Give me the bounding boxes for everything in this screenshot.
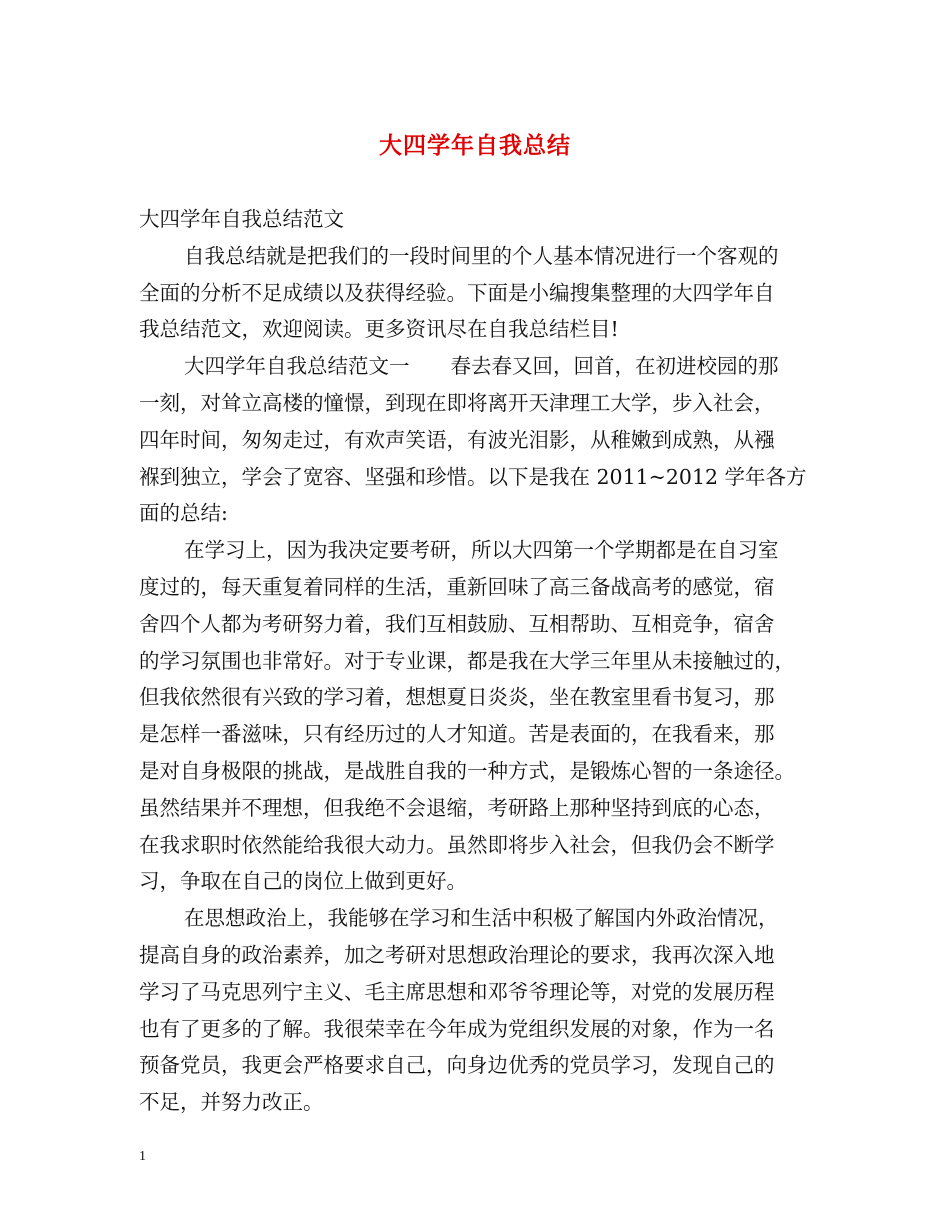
text-line: 不足，并努力改正。 [139,1090,324,1115]
text-line: 自我总结就是把我们的一段时间里的个人基本情况进行一个客观的 [184,243,779,268]
text-line: 学习了马克思列宁主义、毛主席思想和邓爷爷理论等，对党的发展历程 [139,979,775,1004]
text-line: 全面的分析不足成绩以及获得经验。下面是小编搜集整理的大四学年自 [139,280,775,305]
document-body [139,201,829,1121]
text-line: 也有了更多的了解。我很荣幸在今年成为党组织发展的对象，作为一名 [139,1016,775,1041]
text-line: 我总结范文，欢迎阅读。更多资讯尽在自我总结栏目! [139,317,619,342]
text-line: 习，争取在自己的岗位上做到更好。 [139,869,467,894]
text-line: 在学习上，因为我决定要考研，所以大四第一个学期都是在自习室 [184,538,779,563]
text-line: 是对自身极限的挑战，是战胜自我的一种方式，是锻炼心智的一条途径。 [139,758,795,783]
text-line: 但我依然很有兴致的学习着，想想夏日炎炎，坐在教室里看书复习，那 [139,685,775,710]
document-title: 大四学年自我总结 [379,132,571,159]
text-line: 预备党员，我更会严格要求自己，向身边优秀的党员学习，发现自己的 [139,1053,775,1078]
text-line: 是怎样一番滋味，只有经历过的人才知道。苦是表面的，在我看来，那 [139,722,775,747]
text-line: 一刻，对耸立高楼的憧憬，到现在即将离开天津理工大学，步入社会， [139,390,775,415]
page-number: 1 [139,1149,146,1164]
text-line: 面的总结: [139,501,228,526]
text-line: 在我求职时依然能给我很大动力。虽然即将步入社会，但我仍会不断学 [139,832,775,857]
text-line: 虽然结果并不理想，但我绝不会退缩，考研路上那种坚持到底的心态， [139,795,775,820]
text-line: 提高自身的政治素养，加之考研对思想政治理论的要求，我再次深入地 [139,942,775,967]
text-line: 四年时间，匆匆走过，有欢声笑语，有波光泪影，从稚嫩到成熟，从襁 [139,427,775,452]
subtitle-line: 大四学年自我总结范文 [139,207,344,231]
text-line: 在思想政治上，我能够在学习和生活中积极了解国内外政治情况， [184,906,779,931]
text-line: 褓到独立，学会了宽容、坚强和珍惜。以下是我在 2011~2012 学年各方 [139,464,807,489]
text-line: 舍四个人都为考研努力着，我们互相鼓励、互相帮助、互相竞争，宿舍 [139,611,775,636]
text-line: 度过的，每天重复着同样的生活，重新回味了高三备战高考的感觉，宿 [139,574,775,599]
text-line: 大四学年自我总结范文一 春去春又回，回首，在初进校园的那 [184,354,779,379]
text-line: 的学习氛围也非常好。对于专业课，都是我在大学三年里从未接触过的， [139,648,795,673]
